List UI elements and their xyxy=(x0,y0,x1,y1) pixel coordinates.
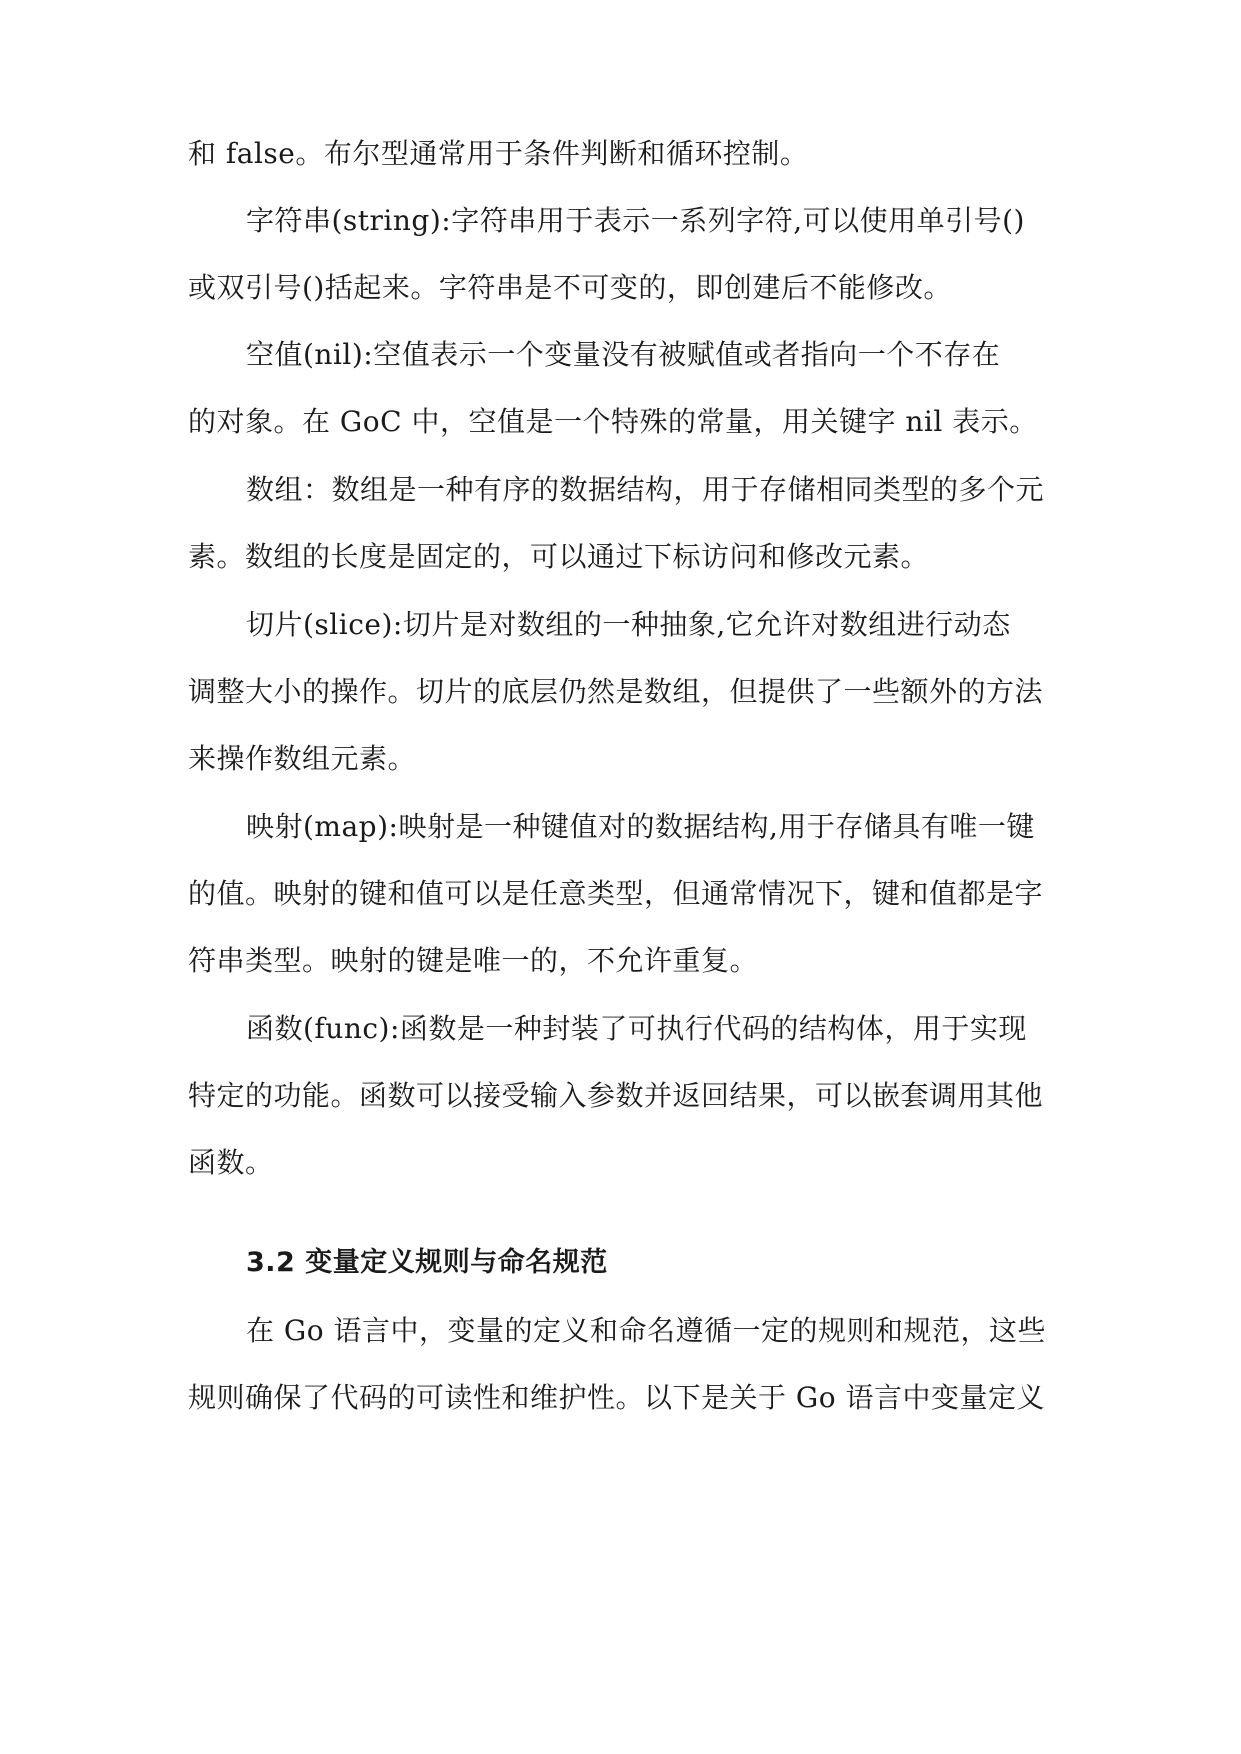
paragraph-line: 规则确保了代码的可读性和维护性。以下是关于 Go 语言中变量定义 xyxy=(188,1381,1046,1414)
paragraph-line: 函数。 xyxy=(188,1146,274,1179)
paragraph-line: 函数(func):函数是一种封装了可执行代码的结构体，用于实现 xyxy=(246,1012,1027,1045)
paragraph-line: 调整大小的操作。切片的底层仍然是数组，但提供了一些额外的方法 xyxy=(188,675,1044,708)
section-heading: 3.2 变量定义规则与命名规范 xyxy=(246,1247,608,1278)
paragraph-line: 映射(map):映射是一种键值对的数据结构,用于存储具有唯一键 xyxy=(246,810,1035,843)
paragraph-line: 的对象。在 GoC 中，空值是一个特殊的常量，用关键字 nil 表示。 xyxy=(188,405,1038,438)
paragraph-line: 和 false。布尔型通常用于条件判断和循环控制。 xyxy=(188,137,809,170)
paragraph-line: 或双引号()括起来。字符串是不可变的，即创建后不能修改。 xyxy=(188,271,952,304)
paragraph-line: 数组：数组是一种有序的数据结构，用于存储相同类型的多个元 xyxy=(246,473,1045,506)
paragraph-line: 在 Go 语言中，变量的定义和命名遵循一定的规则和规范，这些 xyxy=(246,1314,1047,1347)
paragraph-line: 符串类型。映射的键是唯一的，不允许重复。 xyxy=(188,944,759,977)
paragraph-line: 空值(nil):空值表示一个变量没有被赋值或者指向一个不存在 xyxy=(246,338,1001,371)
paragraph-line: 来操作数组元素。 xyxy=(188,742,417,775)
paragraph-line: 字符串(string):字符串用于表示一系列字符,可以使用单引号() xyxy=(246,204,1025,237)
paragraph-line: 的值。映射的键和值可以是任意类型，但通常情况下，键和值都是字 xyxy=(188,877,1044,910)
paragraph-line: 特定的功能。函数可以接受输入参数并返回结果，可以嵌套调用其他 xyxy=(188,1079,1044,1112)
paragraph-line: 切片(slice):切片是对数组的一种抽象,它允许对数组进行动态 xyxy=(246,608,1011,641)
paragraph-line: 素。数组的长度是固定的，可以通过下标访问和修改元素。 xyxy=(188,540,930,573)
